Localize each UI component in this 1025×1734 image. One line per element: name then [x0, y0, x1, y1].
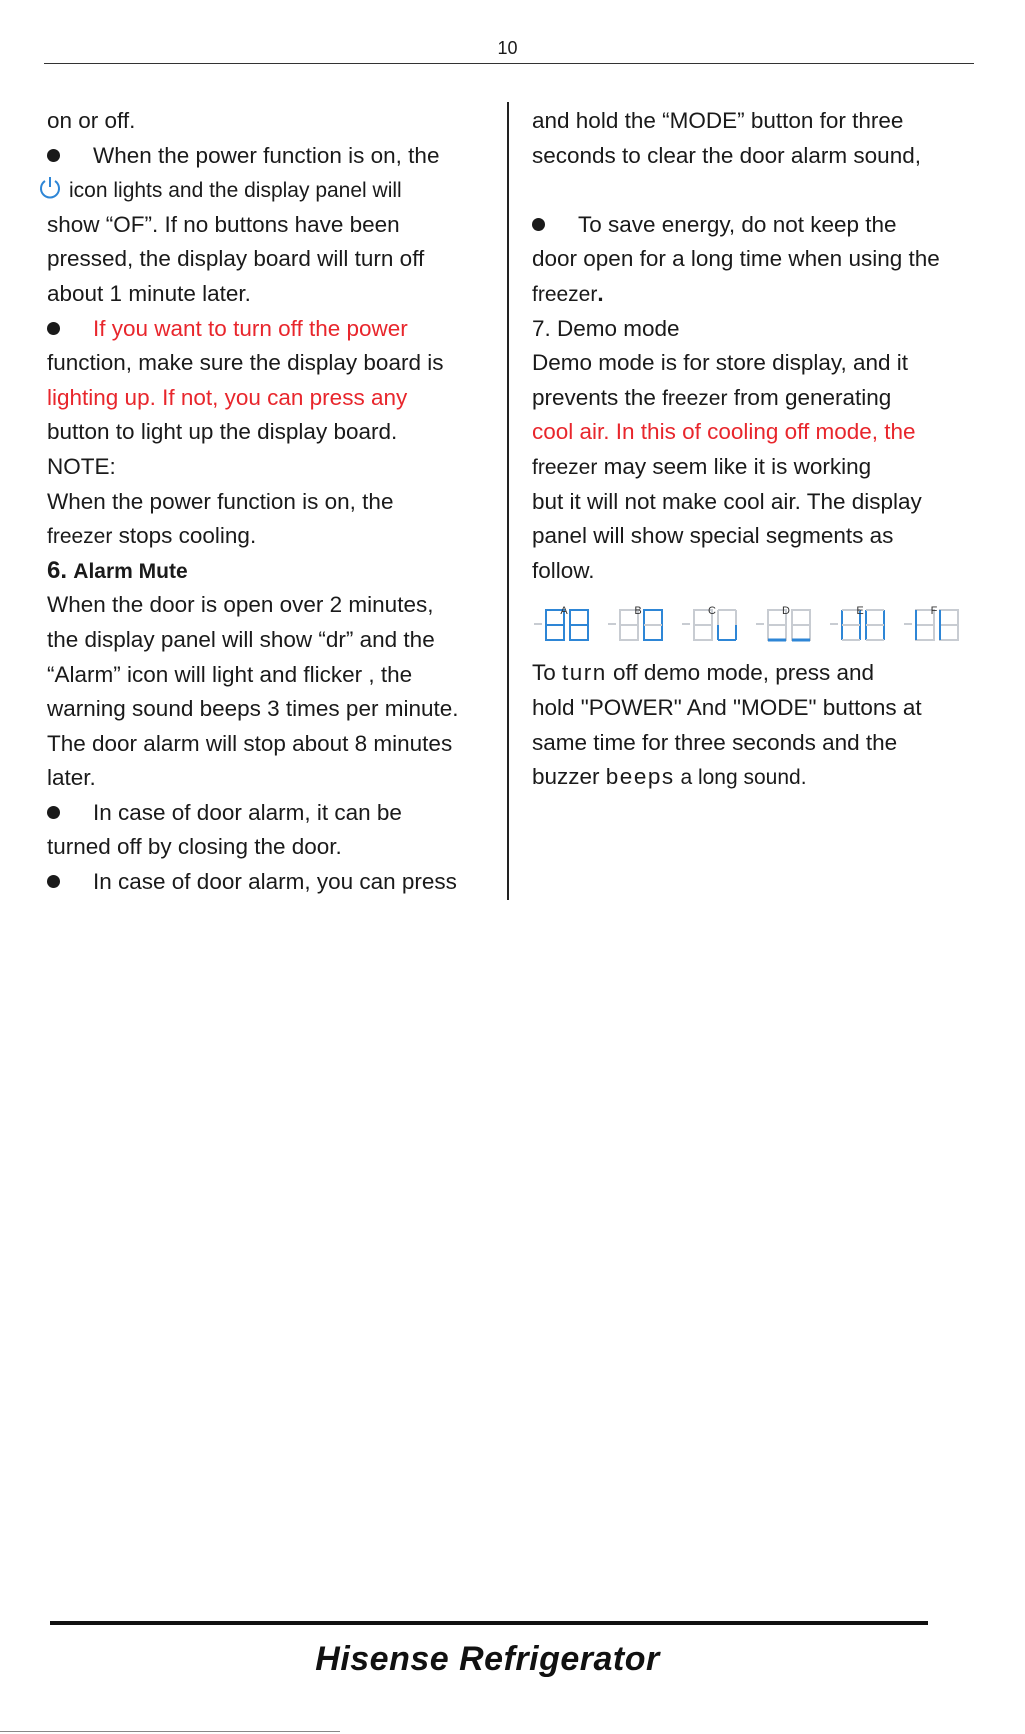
- text-line: about 1 minute later.: [47, 280, 251, 306]
- left-column: [47, 104, 502, 900]
- section-number: 6.: [47, 556, 68, 584]
- text-fragment: turn: [562, 660, 607, 686]
- bullet-item: [47, 865, 502, 900]
- text-line: In case of door alarm, it can be: [93, 799, 402, 825]
- freezer-word: freezer: [532, 455, 598, 479]
- text-line: button to light up the display board.: [47, 419, 398, 445]
- section-title: Alarm Mute: [73, 559, 188, 583]
- text-line: follow.: [532, 557, 595, 583]
- segment-letter: A: [560, 605, 568, 618]
- note-label: NOTE:: [47, 453, 116, 479]
- power-icon-line: [47, 173, 502, 208]
- text-line: When the power function is on, the: [93, 142, 440, 168]
- text-line: icon lights and the display panel will: [69, 179, 402, 203]
- text-line: In case of door alarm, you can press: [93, 869, 457, 895]
- segment-c: [680, 594, 744, 650]
- segment-b: [606, 594, 670, 650]
- top-rule: [44, 63, 974, 64]
- page-number: 10: [497, 38, 518, 58]
- text-fragment: may seem like it is working: [597, 453, 872, 479]
- text-line: When the door is open over 2 minutes,: [47, 592, 434, 618]
- bullet-item: [532, 208, 972, 243]
- text-line: The door alarm will stop about 8 minutes: [47, 730, 453, 756]
- bottom-rule: [50, 1621, 928, 1625]
- text-line: same time for three seconds and the: [532, 729, 898, 755]
- power-icon: [37, 175, 63, 201]
- freezer-word: freezer: [532, 282, 598, 306]
- segment-letter: E: [856, 605, 864, 618]
- text-line: and hold the “MODE” button for three: [532, 108, 904, 133]
- text-fragment: off demo mode, press and: [606, 660, 875, 686]
- text-line: turned off by closing the door.: [47, 834, 342, 860]
- demo-segment-display: [532, 588, 972, 656]
- bottom-hairline: [0, 1731, 340, 1732]
- segment-letter: F: [930, 605, 938, 618]
- text-line: later.: [47, 765, 96, 791]
- freezer-word: freezer: [47, 525, 113, 549]
- text-line: [532, 381, 972, 416]
- blank-line: [532, 173, 972, 208]
- freezer-word: freezer: [662, 386, 728, 410]
- text-line: function, make sure the display board is: [47, 350, 444, 376]
- brand-footer: Hisense Refrigerator: [315, 1640, 660, 1678]
- text-fragment: beeps: [605, 764, 675, 790]
- bullet-dot: [47, 806, 60, 819]
- text-line: To save energy, do not keep the: [578, 211, 897, 237]
- text-line: door open for a long time when using the: [532, 246, 940, 272]
- text-line: warning sound beeps 3 times per minute.: [47, 696, 459, 722]
- text-line: lighting up. If not, you can press any: [47, 384, 408, 410]
- section-heading: [47, 554, 502, 589]
- bullet-item: [47, 312, 502, 347]
- segment-e: [828, 594, 892, 650]
- text-line: pressed, the display board will turn off: [47, 246, 425, 272]
- text-line: show “OF”. If no buttons have been: [47, 211, 400, 237]
- text-line: cool air. In this of cooling off mode, the: [532, 419, 916, 445]
- text-line: seconds to clear the door alarm sound,: [532, 142, 921, 168]
- text-line: panel will show special segments as: [532, 523, 894, 549]
- segment-f: [902, 594, 966, 650]
- segment-a: [532, 594, 596, 650]
- text-line: [532, 277, 972, 312]
- section-heading: 7. Demo mode: [532, 315, 680, 341]
- text-line: When the power function is on, the: [47, 488, 394, 514]
- text-line: [532, 760, 972, 795]
- column-divider: [507, 102, 509, 900]
- text-fragment: .: [597, 280, 604, 306]
- bullet-item: [47, 796, 502, 831]
- segment-letter: B: [634, 605, 642, 618]
- bullet-dot: [532, 218, 545, 231]
- text-line: “Alarm” icon will light and flicker , the: [47, 661, 413, 687]
- bullet-item: [47, 139, 502, 174]
- text-fragment: a long sound.: [674, 766, 807, 790]
- text-line: [532, 656, 972, 691]
- text-line: but it will not make cool air. The display: [532, 488, 922, 514]
- text-fragment: To: [532, 660, 563, 686]
- text-line: [47, 519, 502, 554]
- text-fragment: stops cooling.: [112, 523, 257, 549]
- segment-letter: C: [708, 605, 716, 618]
- text-line: the display panel will show “dr” and the: [47, 626, 435, 652]
- text-fragment: prevents the: [532, 384, 663, 410]
- text-fragment: buzzer: [532, 764, 606, 790]
- bullet-dot: [47, 322, 60, 335]
- bullet-dot: [47, 149, 60, 162]
- segment-d: [754, 594, 818, 650]
- text-line: If you want to turn off the power: [93, 315, 408, 341]
- segment-letter: D: [782, 605, 790, 618]
- text-fragment: from generating: [727, 384, 892, 410]
- text-line: Demo mode is for store display, and it: [532, 350, 908, 376]
- bullet-dot: [47, 875, 60, 888]
- text-line: on or off.: [47, 108, 136, 133]
- text-line: [532, 450, 972, 485]
- right-column: [532, 104, 972, 795]
- text-line: hold "POWER" And "MODE" buttons at: [532, 694, 922, 720]
